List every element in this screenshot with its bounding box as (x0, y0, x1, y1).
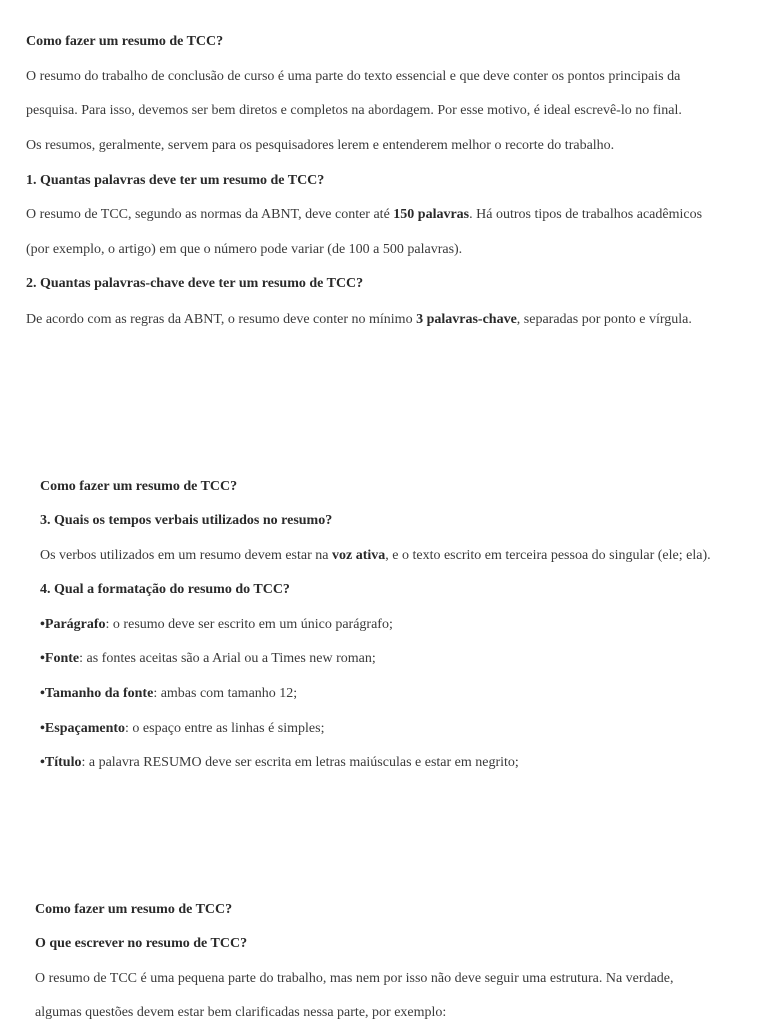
answer-emphasis: 3 palavras-chave (416, 312, 517, 327)
answer-line: (por exemplo, o artigo) em que o número pode variar (de 100 a 500 palavras). (26, 242, 463, 257)
question-heading: 3. Quais os tempos verbais utilizados no resumo? (40, 513, 333, 528)
answer-text: De acordo com as regras da ABNT, o resumo deve conter no mínimo (26, 312, 417, 327)
answer-text: O resumo de TCC, segundo as normas da ABNT, deve conter até (26, 207, 394, 222)
list-item (40, 616, 393, 634)
answer-text: , separadas por ponto e vírgula. (516, 312, 692, 327)
list-item-label: •Tamanho da fonte (40, 686, 154, 701)
answer-text: . Há outros tipos de trabalhos acadêmicos (469, 207, 703, 222)
list-item (40, 650, 376, 668)
list-item (40, 685, 297, 703)
answer-line (40, 547, 711, 565)
list-item-label: •Título (40, 755, 82, 770)
list-item-label: •Fonte (40, 651, 80, 666)
list-item-label: •Parágrafo (40, 617, 106, 632)
answer-line (26, 206, 702, 224)
list-item (40, 754, 519, 772)
paragraph-line: O resumo do trabalho de conclusão de curso é uma parte do texto essencial e que deve conter os pontos principais da (26, 69, 681, 84)
answer-line (26, 311, 692, 329)
list-item-text: : as fontes aceitas são a Arial ou a Times new roman; (79, 651, 376, 666)
section-title: Como fazer um resumo de TCC? (35, 902, 233, 917)
answer-text: , e o texto escrito em terceira pessoa do singular (ele; ela). (385, 548, 711, 563)
list-item-text: : ambas com tamanho 12; (153, 686, 298, 701)
list-item-text: : o espaço entre as linhas é simples; (125, 721, 325, 736)
question-heading: 2. Quantas palavras-chave deve ter um resumo de TCC? (26, 276, 364, 291)
section-title: Como fazer um resumo de TCC? (26, 34, 224, 49)
answer-text: Os verbos utilizados em um resumo devem estar na (40, 548, 332, 563)
list-item (40, 720, 324, 738)
answer-emphasis: voz ativa (331, 548, 386, 563)
list-item-text: : a palavra RESUMO deve ser escrita em letras maiúsculas e estar em negrito; (81, 755, 519, 770)
answer-line: O resumo de TCC é uma pequena parte do trabalho, mas nem por isso não deve seguir uma estrutura. Na verdade, (35, 971, 674, 986)
list-item-label: •Espaçamento (40, 721, 126, 736)
answer-line: algumas questões devem estar bem clarificadas nessa parte, por exemplo: (35, 1005, 447, 1020)
section-title: Como fazer um resumo de TCC? (40, 479, 238, 494)
list-item-text: : o resumo deve ser escrito em um único parágrafo; (105, 617, 393, 632)
answer-emphasis: 150 palavras (393, 207, 470, 222)
question-heading: O que escrever no resumo de TCC? (35, 936, 248, 951)
paragraph-line: pesquisa. Para isso, devemos ser bem diretos e completos na abordagem. Por esse motivo, é ideal escrevê-lo no final. (26, 103, 682, 118)
paragraph-line: Os resumos, geralmente, servem para os pesquisadores lerem e entenderem melhor o recorte do trabalho. (26, 138, 615, 153)
question-heading: 1. Quantas palavras deve ter um resumo de TCC? (26, 173, 325, 188)
question-heading: 4. Qual a formatação do resumo do TCC? (40, 582, 290, 597)
